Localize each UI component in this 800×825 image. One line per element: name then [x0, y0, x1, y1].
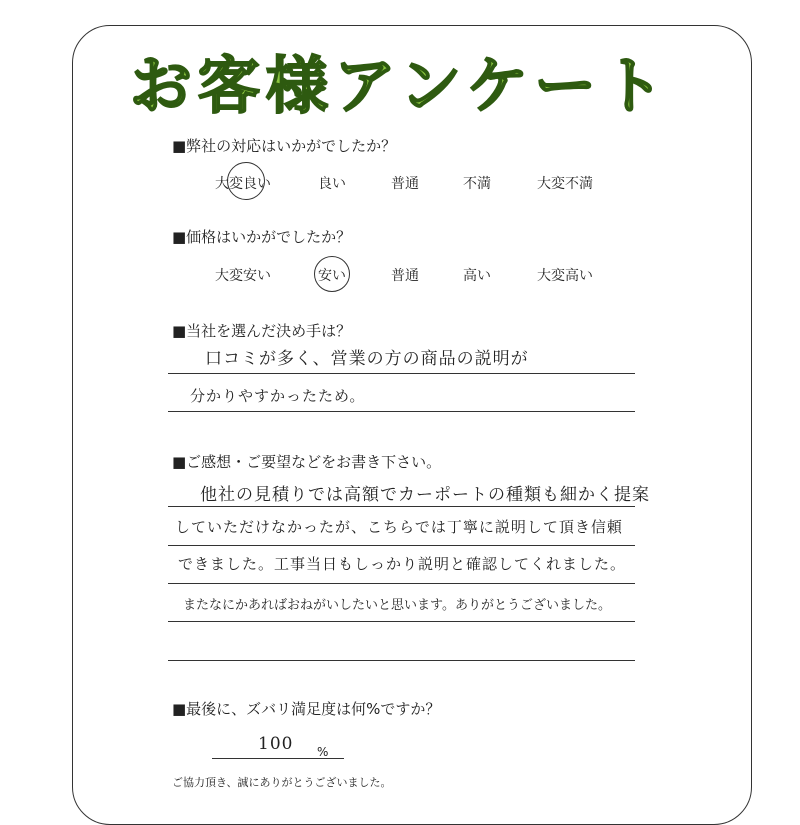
q4-answer-line-1: 他社の見積りでは高額でカーポートの種類も細かく提案 — [200, 485, 650, 505]
q1-option-3[interactable]: 普通 — [391, 176, 419, 192]
q4-rule-5 — [168, 660, 635, 661]
question-2: ■価格はいかがでしたか？ — [172, 228, 352, 246]
q2-option-5[interactable]: 大変高い — [537, 268, 593, 284]
q4-rule-1 — [168, 506, 635, 507]
q3-answer-line-2: 分かりやすかったため。 — [190, 387, 366, 405]
thank-you-footer: ご協力頂き、誠にありがとうございました。 — [172, 776, 392, 789]
satisfaction-value: 100 — [258, 734, 294, 754]
q2-selection-circle — [314, 256, 350, 292]
percent-unit: % — [317, 745, 329, 759]
q4-answer-line-4: またなにかあればおねがいしたいと思います。ありがとうございました。 — [183, 598, 611, 613]
q4-answer-line-3: できました。工事当日もしっかり説明と確認してくれました。 — [178, 555, 627, 573]
q1-option-2[interactable]: 良い — [318, 176, 346, 192]
q2-option-1[interactable]: 大変安い — [215, 268, 271, 284]
q1-selection-circle — [227, 162, 265, 200]
q1-option-4[interactable]: 不満 — [463, 176, 491, 192]
satisfaction-underline — [212, 758, 344, 759]
question-4: ■ご感想・ご要望などをお書き下さい。 — [172, 453, 442, 471]
question-5: ■最後に、ズバリ満足度は何%ですか？ — [172, 700, 441, 718]
q2-option-4[interactable]: 高い — [463, 268, 491, 284]
q4-answer-line-2: していただけなかったが、こちらでは丁寧に説明して頂き信頼 — [175, 518, 623, 536]
question-1: ■弊社の対応はいかがでしたか？ — [172, 137, 397, 155]
q4-rule-2 — [168, 545, 635, 546]
q1-option-5[interactable]: 大変不満 — [537, 176, 593, 192]
q2-option-3[interactable]: 普通 — [391, 268, 419, 284]
q2-option-2[interactable]: 安い — [318, 268, 346, 284]
survey-title: お客様アンケート — [129, 49, 671, 122]
question-3: ■当社を選んだ決め手は？ — [172, 322, 352, 340]
q4-rule-3 — [168, 583, 635, 584]
q1-option-1[interactable]: 大変良い — [215, 176, 271, 192]
q3-answer-line-1: 口コミが多く、営業の方の商品の説明が — [205, 349, 529, 369]
q4-rule-4 — [168, 621, 635, 622]
q3-rule-1 — [168, 373, 635, 374]
q3-rule-2 — [168, 411, 635, 412]
